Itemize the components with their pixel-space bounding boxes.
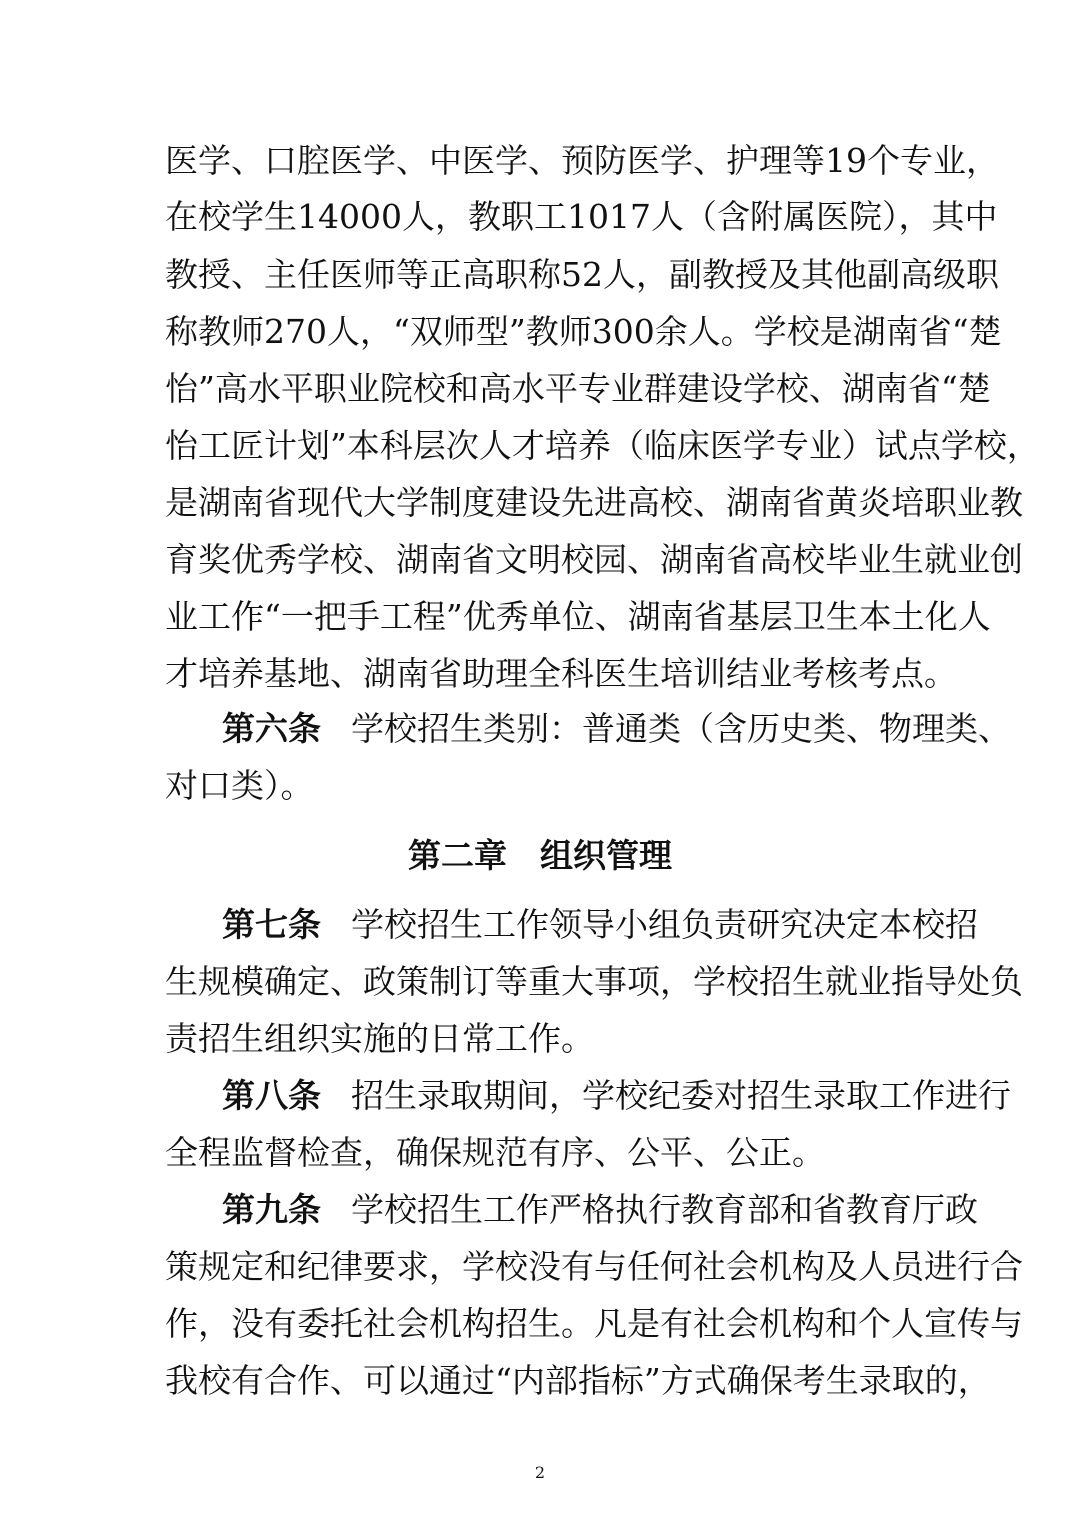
paragraph-line: 是湖南省现代大学制度建设先进高校、湖南省黄炎培职业教 xyxy=(165,483,1023,522)
article-7-text: 学校招生工作领导小组负责研究决定本校招 xyxy=(351,905,978,944)
article-6-label: 第六条 xyxy=(222,709,321,748)
paragraph-line: 育奖优秀学校、湖南省文明校园、湖南省高校毕业生就业创 xyxy=(165,540,1023,579)
article-9-line: 我校有合作、可以通过“内部指标”方式确保考生录取的， xyxy=(165,1361,991,1400)
article-8-line: 全程监督检查，确保规范有序、公平、公正。 xyxy=(165,1133,825,1172)
paragraph-line: 才培养基地、湖南省助理全科医生培训结业考核考点。 xyxy=(165,654,957,693)
page-number: 2 xyxy=(534,1463,546,1482)
article-6-line xyxy=(222,709,1011,749)
paragraph-line: 医学、口腔医学、中医学、预防医学、护理等19个专业， xyxy=(165,141,999,180)
article-7-line: 生规模确定、政策制订等重大事项，学校招生就业指导处负 xyxy=(165,962,1023,1001)
article-8-line xyxy=(222,1076,1011,1116)
article-6-line: 对口类）。 xyxy=(165,766,314,805)
article-9-label: 第九条 xyxy=(222,1190,321,1229)
article-8-text: 招生录取期间，学校纪委对招生录取工作进行 xyxy=(351,1076,1011,1115)
article-7-label: 第七条 xyxy=(222,905,321,944)
paragraph-line: 怡工匠计划”本科层次人才培养（临床医学专业）试点学校， xyxy=(165,426,1040,465)
article-9-text: 学校招生工作严格执行教育部和省教育厅政 xyxy=(351,1190,978,1229)
paragraph-line: 怡”高水平职业院校和高水平专业群建设学校、湖南省“楚 xyxy=(165,369,991,408)
article-7-line: 责招生组织实施的日常工作。 xyxy=(165,1019,594,1058)
article-7-line xyxy=(222,905,978,945)
paragraph-line: 教授、主任医师等正高职称52人，副教授及其他副高级职 xyxy=(165,255,999,294)
chapter-title: 第二章 组织管理 xyxy=(408,836,672,875)
article-8-label: 第八条 xyxy=(222,1076,321,1115)
paragraph-line: 业工作“一把手工程”优秀单位、湖南省基层卫生本土化人 xyxy=(165,597,991,636)
article-9-line: 作，没有委托社会机构招生。凡是有社会机构和个人宣传与 xyxy=(165,1304,1023,1343)
article-9-line: 策规定和纪律要求，学校没有与任何社会机构及人员进行合 xyxy=(165,1247,1023,1286)
paragraph-line: 称教师270人，“双师型”教师300余人。学校是湖南省“楚 xyxy=(165,312,1002,351)
article-6-text: 学校招生类别：普通类（含历史类、物理类、 xyxy=(351,709,1011,748)
paragraph-line: 在校学生14000人，教职工1017人（含附属医院），其中 xyxy=(165,197,998,236)
article-9-line xyxy=(222,1190,978,1230)
